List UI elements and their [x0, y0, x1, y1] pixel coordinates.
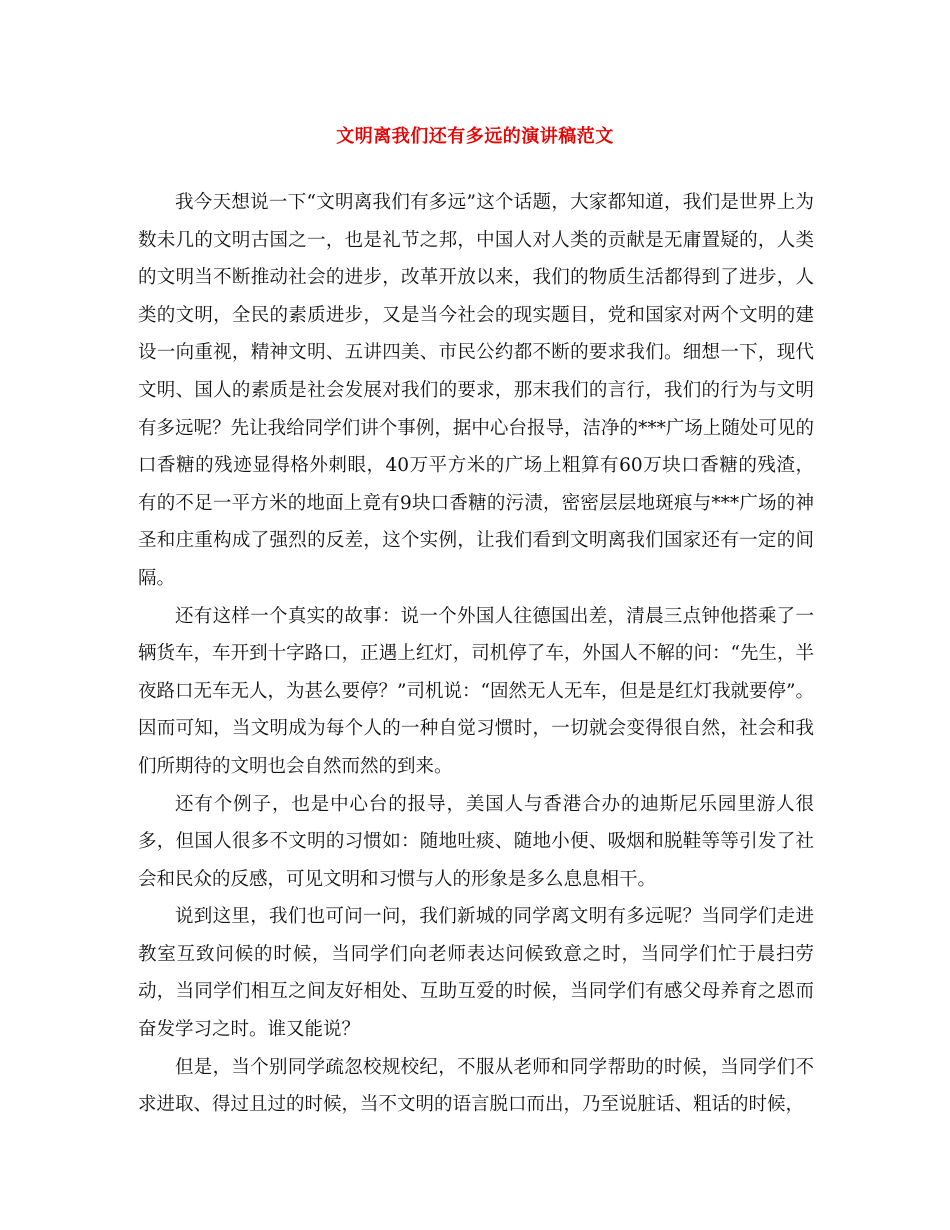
paragraph-5: 但是，当个别同学疏忽校规校纪，不服从老师和同学帮助的时候，当同学们不求进取、得过且过的时候，当不文明的语言脱口而出，乃至说脏话、粗话的时候，: [138, 1056, 814, 1116]
paragraph-1: 我今天想说一下“文明离我们有多远”这个话题，大家都知道，我们是世界上为数未几的文明古国之一，也是礼节之邦，中国人对人类的贡献是无庸置疑的，人类的文明当不断推动社会的进步，改革开放以来，我们的物质生活都得到了进步，人类的文明，全民的素质进步，又是当今社会的现实题目，党和国家对两个文明的建设一向重视，精神文明、五讲四美、市民公约都不断的要求我们。细想一下，现代文明、国人的素质是社会发展对我们的要求，那末我们的言行，我们的行为与文明有多远呢？先让我给同学们讲个事例，据中心台报导，洁净的***广场上随处可见的口香糖的残迹显得格外刺眼，40万平方米的广场上粗算有60万块口香糖的残渣，有的不足一平方米的地面上竟有9块口香糖的污渍，密密层层地斑痕与***广场的神圣和庄重构成了强烈的反差，这个实例，让我们看到文明离我们国家还有一定的间隔。: [138, 192, 814, 589]
document-title: 文明离我们还有多远的演讲稿范文: [336, 126, 614, 147]
paragraph-4: 说到这里，我们也可问一问，我们新城的同学离文明有多远呢？当同学们走进教室互致问候的时候，当同学们向老师表达问候致意之时，当同学们忙于晨扫劳动，当同学们相互之间友好相处、互助互爱的时候，当同学们有感父母养育之恩而奋发学习之时。谁又能说？: [138, 906, 814, 1041]
paragraph-2: 还有这样一个真实的故事：说一个外国人往德国出差，清晨三点钟他搭乘了一辆货车，车开到十字路口，正遇上红灯，司机停了车，外国人不解的问：“先生，半夜路口无车无人，为甚么要停？”司机说：“固然无人无车，但是是红灯我就要停”。因而可知，当文明成为每个人的一种自觉习惯时，一切就会变得很自然，社会和我们所期待的文明也会自然而然的到来。: [138, 605, 814, 777]
document-body: [138, 184, 814, 1124]
paragraph-3: 还有个例子，也是中心台的报导，美国人与香港合办的迪斯尼乐园里游人很多，但国人很多不文明的习惯如：随地吐痰、随地小便、吸烟和脱鞋等等引发了社会和民众的反感，可见文明和习惯与人的形象是多么息息相干。: [138, 793, 814, 890]
